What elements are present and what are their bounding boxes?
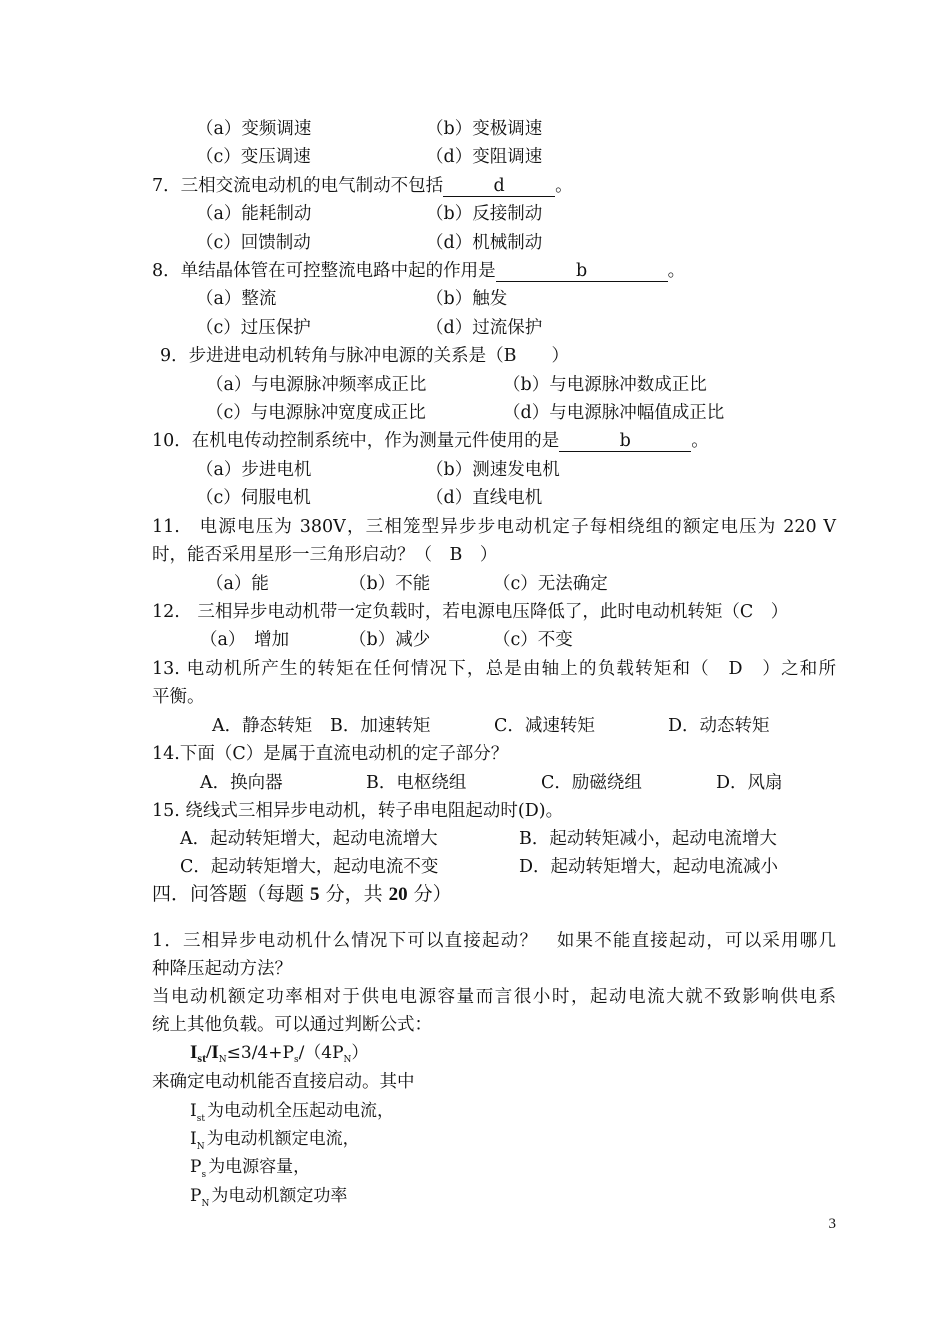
section-heading-total: 20	[388, 884, 408, 905]
definition-in-symbol: I	[190, 1129, 197, 1149]
q10-option-b: （b）测速发电机	[426, 460, 560, 480]
q10-stem-end: 。	[691, 431, 709, 451]
formula-part3: ）	[351, 1043, 369, 1063]
q7-stem-end: 。	[555, 176, 573, 196]
q8-option-d: （d）过流保护	[426, 318, 543, 338]
q13-stem-line2: 平衡。	[152, 687, 205, 707]
qa1-question-line2: 种降压起动方法？	[152, 959, 292, 979]
q13-option-d: D．动态转矩	[668, 716, 770, 736]
section-heading-prefix: 四．问答题（每题	[152, 883, 311, 905]
q14-option-b: B．电枢绕组	[366, 773, 467, 793]
definition-ps-sub: s	[201, 1170, 207, 1180]
q9-option-a: （a）与电源脉冲频率成正比	[206, 375, 427, 395]
definition-ps-symbol: P	[190, 1157, 202, 1177]
q8-stem-end: 。	[667, 261, 686, 281]
q12-stem: 12. 三相异步电动机带一定负载时，若电源电压降低了，此时电动机转矩（C ）	[152, 602, 789, 622]
q9-option-c: （c）与电源脉冲宽度成正比	[206, 403, 426, 423]
formula-sub-n2: N	[343, 1055, 352, 1065]
q14-option-c: C．励磁绕组	[541, 773, 642, 793]
q6-option-d: （d）变阻调速	[426, 147, 543, 167]
q14-option-a: A．换向器	[200, 773, 283, 793]
q15-option-b: B．起动转矩减小，起动电流增大	[519, 829, 777, 849]
q7-answer-blank: d	[443, 176, 555, 197]
q12-option-a: （a） 增加	[200, 630, 290, 650]
formula-part1: ≤3/4+P	[226, 1043, 294, 1063]
q7-option-c: （c）回馈制动	[196, 233, 311, 253]
q14-stem: 14.下面（C）是属于直流电动机的定子部分？	[152, 744, 509, 764]
page-number: 3	[828, 1216, 836, 1232]
q8-answer-blank: b	[496, 261, 668, 282]
definition-ps	[190, 1155, 310, 1187]
q10-stem-text: 10．在机电传动控制系统中，作为测量元件使用的是	[152, 431, 560, 451]
qa1-question-line1: 1．三相异步电动机什么情况下可以直接起动？ 如果不能直接起动，可以采用哪几	[152, 931, 836, 951]
q6-option-b: （b）变极调速	[426, 119, 543, 139]
q7-stem	[152, 174, 573, 198]
q8-option-b: （b）触发	[426, 289, 508, 309]
q7-option-a: （a）能耗制动	[196, 204, 312, 224]
definition-ps-text: 为电源容量，	[208, 1157, 311, 1177]
q9-stem: 9．步进进电动机转角与脉冲电源的关系是（B ）	[160, 346, 569, 366]
qa1-answer-line3: 来确定电动机能否直接启动。其中	[152, 1072, 415, 1092]
q11-option-c: （c）无法确定	[493, 574, 608, 594]
definition-ist-symbol: I	[190, 1101, 197, 1121]
section-heading-points: 5	[310, 884, 320, 905]
q10-answer-blank: b	[559, 431, 691, 452]
q10-option-c: （c）伺服电机	[196, 488, 311, 508]
q6-option-c: （c）变压调速	[196, 147, 311, 167]
q6-option-a: （a）变频调速	[196, 119, 312, 139]
formula-sub-n: N	[218, 1055, 227, 1065]
q7-stem-text: 7．三相交流电动机的电气制动不包括	[152, 176, 444, 196]
q8-stem	[152, 259, 685, 283]
formula-st: st	[197, 1051, 207, 1065]
definition-pn-symbol: P	[190, 1186, 202, 1206]
definition-pn-sub: N	[201, 1199, 210, 1209]
q7-option-d: （d）机械制动	[426, 233, 543, 253]
section-heading-suffix: 分）	[407, 883, 452, 905]
q8-stem-text: 8．单结晶体管在可控整流电路中起的作用是	[152, 261, 496, 281]
q12-option-b: （b）减少	[349, 630, 431, 650]
q13-option-b: B．加速转矩	[330, 716, 431, 736]
q13-option-c: C．减速转矩	[494, 716, 595, 736]
q15-option-c: C．起动转矩增大，起动电流不变	[180, 857, 439, 877]
definition-in-sub: N	[196, 1142, 205, 1152]
q13-option-a: A．静态转矩	[212, 716, 313, 736]
q9-option-d: （d）与电源脉冲幅值成正比	[503, 403, 725, 423]
qa1-answer-line2: 统上其他负载。可以通过判断公式：	[152, 1015, 432, 1035]
definition-pn-text: 为电动机额定功率	[211, 1186, 348, 1206]
q7-option-b: （b）反接制动	[426, 204, 543, 224]
q11-option-a: （a）能	[206, 574, 269, 594]
formula-sub-s: s	[293, 1055, 299, 1065]
section-heading-mid: 分，共	[319, 883, 389, 905]
definition-pn	[190, 1184, 347, 1216]
formula-part2: /（4P	[298, 1043, 344, 1063]
q10-option-a: （a）步进电机	[196, 460, 312, 480]
definition-ist-sub: st	[196, 1114, 205, 1124]
definition-in-text: 为电动机额定电流，	[206, 1129, 360, 1149]
q11-option-b: （b）不能	[349, 574, 431, 594]
q8-option-a: （a）整流	[196, 289, 277, 309]
section-heading	[152, 880, 452, 909]
q11-stem-line2: 时，能否采用星形一三角形启动？（ B ）	[152, 545, 498, 565]
formula-i: I	[190, 1042, 198, 1063]
q10-option-d: （d）直线电机	[426, 488, 543, 508]
q15-option-a: A．起动转矩增大，起动电流增大	[180, 829, 438, 849]
q9-option-b: （b）与电源脉冲数成正比	[503, 375, 707, 395]
q15-option-d: D．起动转矩增大，起动电流减小	[519, 857, 779, 877]
q15-stem: 15. 绕线式三相异步电动机，转子串电阻起动时(D)。	[152, 801, 564, 821]
q13-stem-line1: 13. 电动机所产生的转矩在任何情况下，总是由轴上的负载转矩和（ D ）之和所	[152, 659, 836, 679]
q11-stem-line1: 11. 电源电压为 380V，三相笼型异步步电动机定子每相绕组的额定电压为 220 V	[152, 517, 836, 537]
q8-option-c: （c）过压保护	[196, 318, 311, 338]
startup-formula	[190, 1041, 368, 1072]
q12-option-c: （c）不变	[493, 630, 573, 650]
formula-slash-i: /I	[206, 1042, 219, 1063]
definition-ist-text: 为电动机全压起动电流，	[206, 1101, 394, 1121]
qa1-answer-line1: 当电动机额定功率相对于供电电源容量而言很小时，起动电流大就不致影响供电系	[152, 987, 836, 1007]
q10-stem	[152, 429, 709, 453]
q14-option-d: D．风扇	[716, 773, 783, 793]
